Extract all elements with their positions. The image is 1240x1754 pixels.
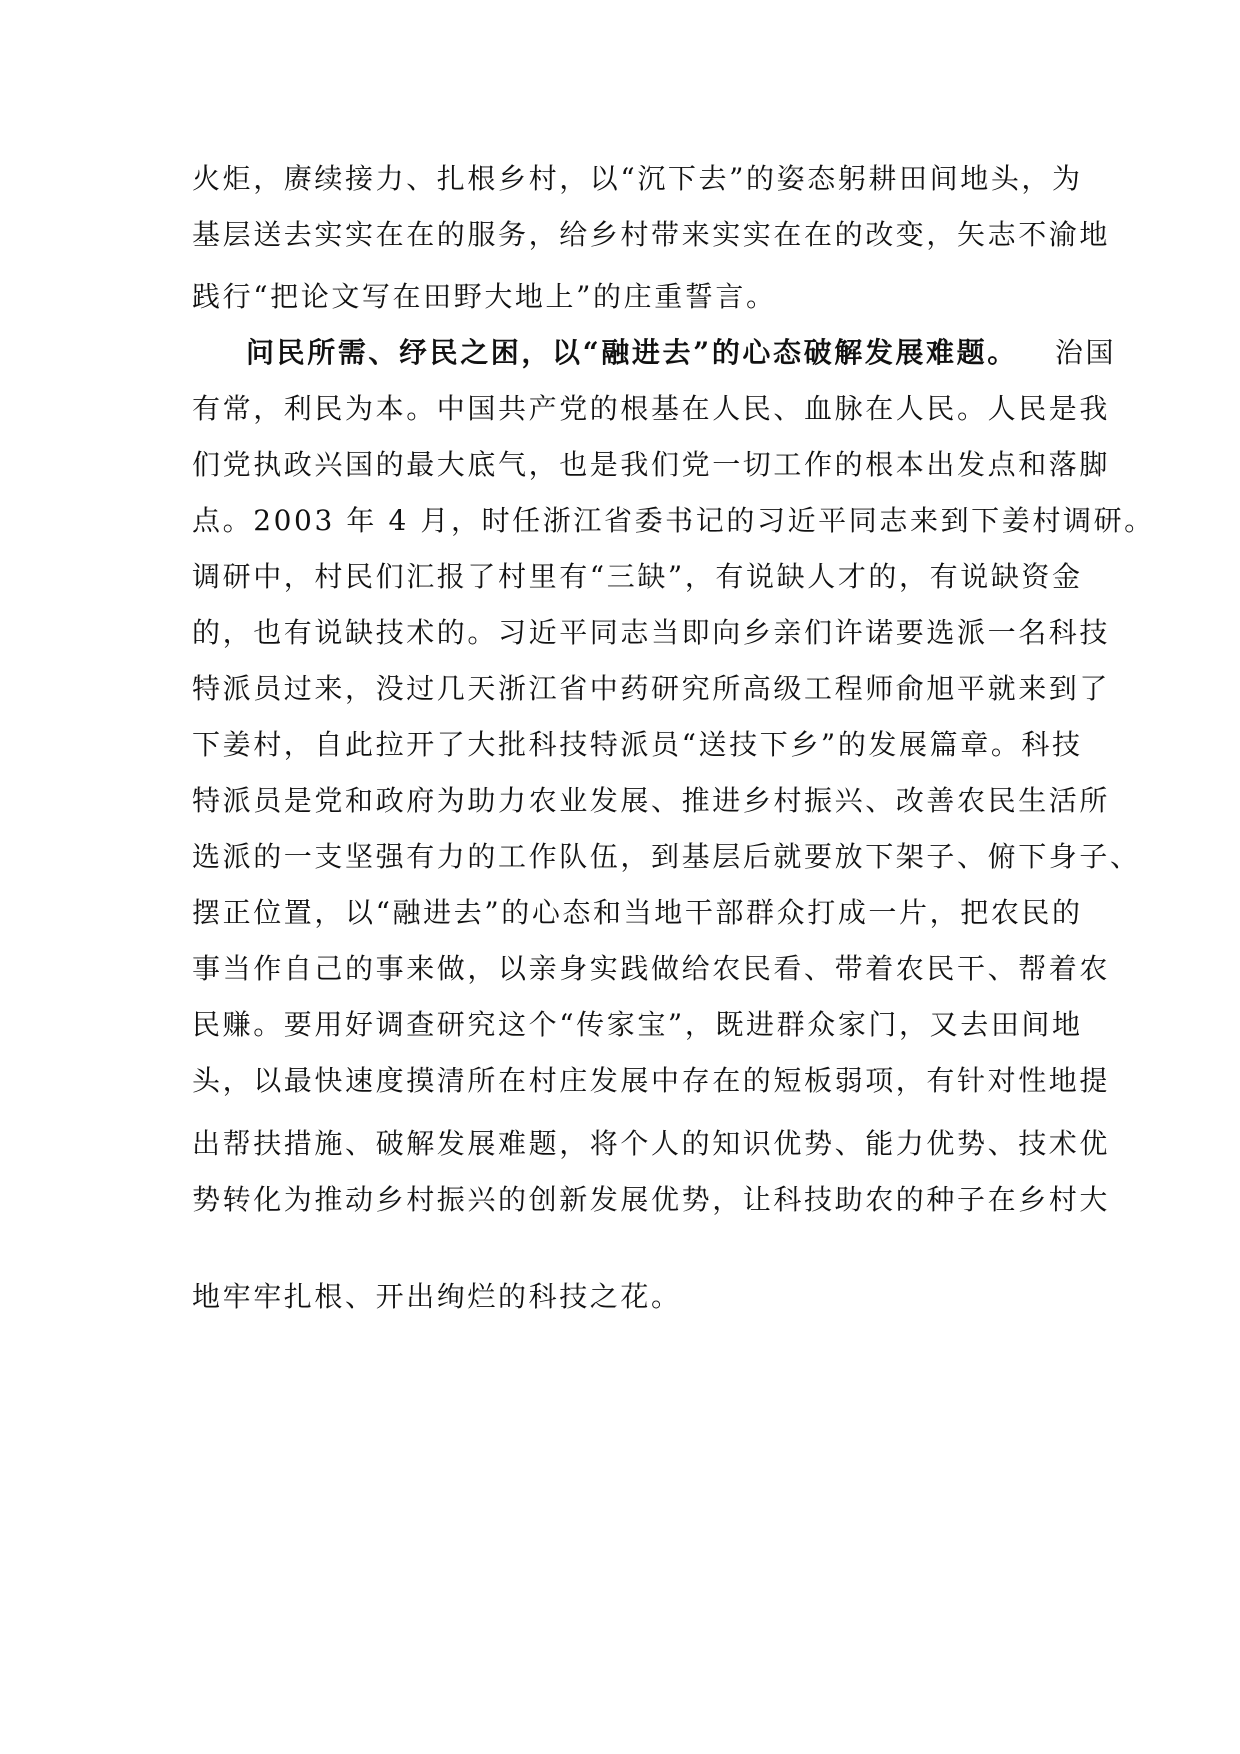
paragraph-1-line-1: 火炬，赓续接力、扎根乡村，以“沉下去”的姿态躬耕田间地头，为 xyxy=(192,162,1083,195)
paragraph-2-first-line xyxy=(246,333,1117,373)
paragraph-2-line-14: 出帮扶措施、破解发展难题，将个人的知识优势、能力优势、技术优 xyxy=(192,1127,1111,1160)
paragraph-2-line-3: 点。2003 年 4 月，时任浙江省委书记的习近平同志来到下姜村调研。 xyxy=(192,504,1155,537)
paragraph-2-line-11: 事当作自己的事来做，以亲身实践做给农民看、带着农民干、帮着农 xyxy=(192,952,1111,985)
paragraph-2-line-8: 特派员是党和政府为助力农业发展、推进乡村振兴、改善农民生活所 xyxy=(192,784,1111,817)
paragraph-2-line-2: 们党执政兴国的最大底气，也是我们党一切工作的根本出发点和落脚 xyxy=(192,448,1111,481)
paragraph-2-line-5: 的，也有说缺技术的。习近平同志当即向乡亲们许诺要选派一名科技 xyxy=(192,616,1111,649)
paragraph-2-line-16: 地牢牢扎根、开出绚烂的科技之花。 xyxy=(192,1280,682,1313)
paragraph-2-line-6: 特派员过来，没过几天浙江省中药研究所高级工程师俞旭平就来到了 xyxy=(192,672,1111,705)
paragraph-2-heading: 问民所需、纾民之困，以“融进去”的心态破解发展难题。 xyxy=(246,336,1018,369)
paragraph-2-line-9: 选派的一支坚强有力的工作队伍，到基层后就要放下架子、俯下身子、 xyxy=(192,840,1141,873)
paragraph-2-line-13: 头，以最快速度摸清所在村庄发展中存在的短板弱项，有针对性地提 xyxy=(192,1064,1111,1097)
paragraph-2-line-1: 有常，利民为本。中国共产党的根基在人民、血脉在人民。人民是我 xyxy=(192,392,1111,425)
paragraph-2-first-line-text: 治国 xyxy=(1054,336,1117,369)
paragraph-2-line-15: 势转化为推动乡村振兴的创新发展优势，让科技助农的种子在乡村大 xyxy=(192,1183,1111,1216)
paragraph-2-line-7: 下姜村，自此拉开了大批科技特派员“送技下乡”的发展篇章。科技 xyxy=(192,728,1083,761)
paragraph-1-line-3: 践行“把论文写在田野大地上”的庄重誓言。 xyxy=(192,280,777,313)
paragraph-2-line-10: 摆正位置，以“融进去”的心态和当地干部群众打成一片，把农民的 xyxy=(192,896,1083,929)
paragraph-1-line-2: 基层送去实实在在的服务，给乡村带来实实在在的改变，矢志不渝地 xyxy=(192,218,1111,251)
paragraph-2-line-12: 民赚。要用好调查研究这个“传家宝”，既进群众家门，又去田间地 xyxy=(192,1008,1083,1041)
paragraph-2-line-4: 调研中，村民们汇报了村里有“三缺”，有说缺人才的，有说缺资金 xyxy=(192,560,1083,593)
